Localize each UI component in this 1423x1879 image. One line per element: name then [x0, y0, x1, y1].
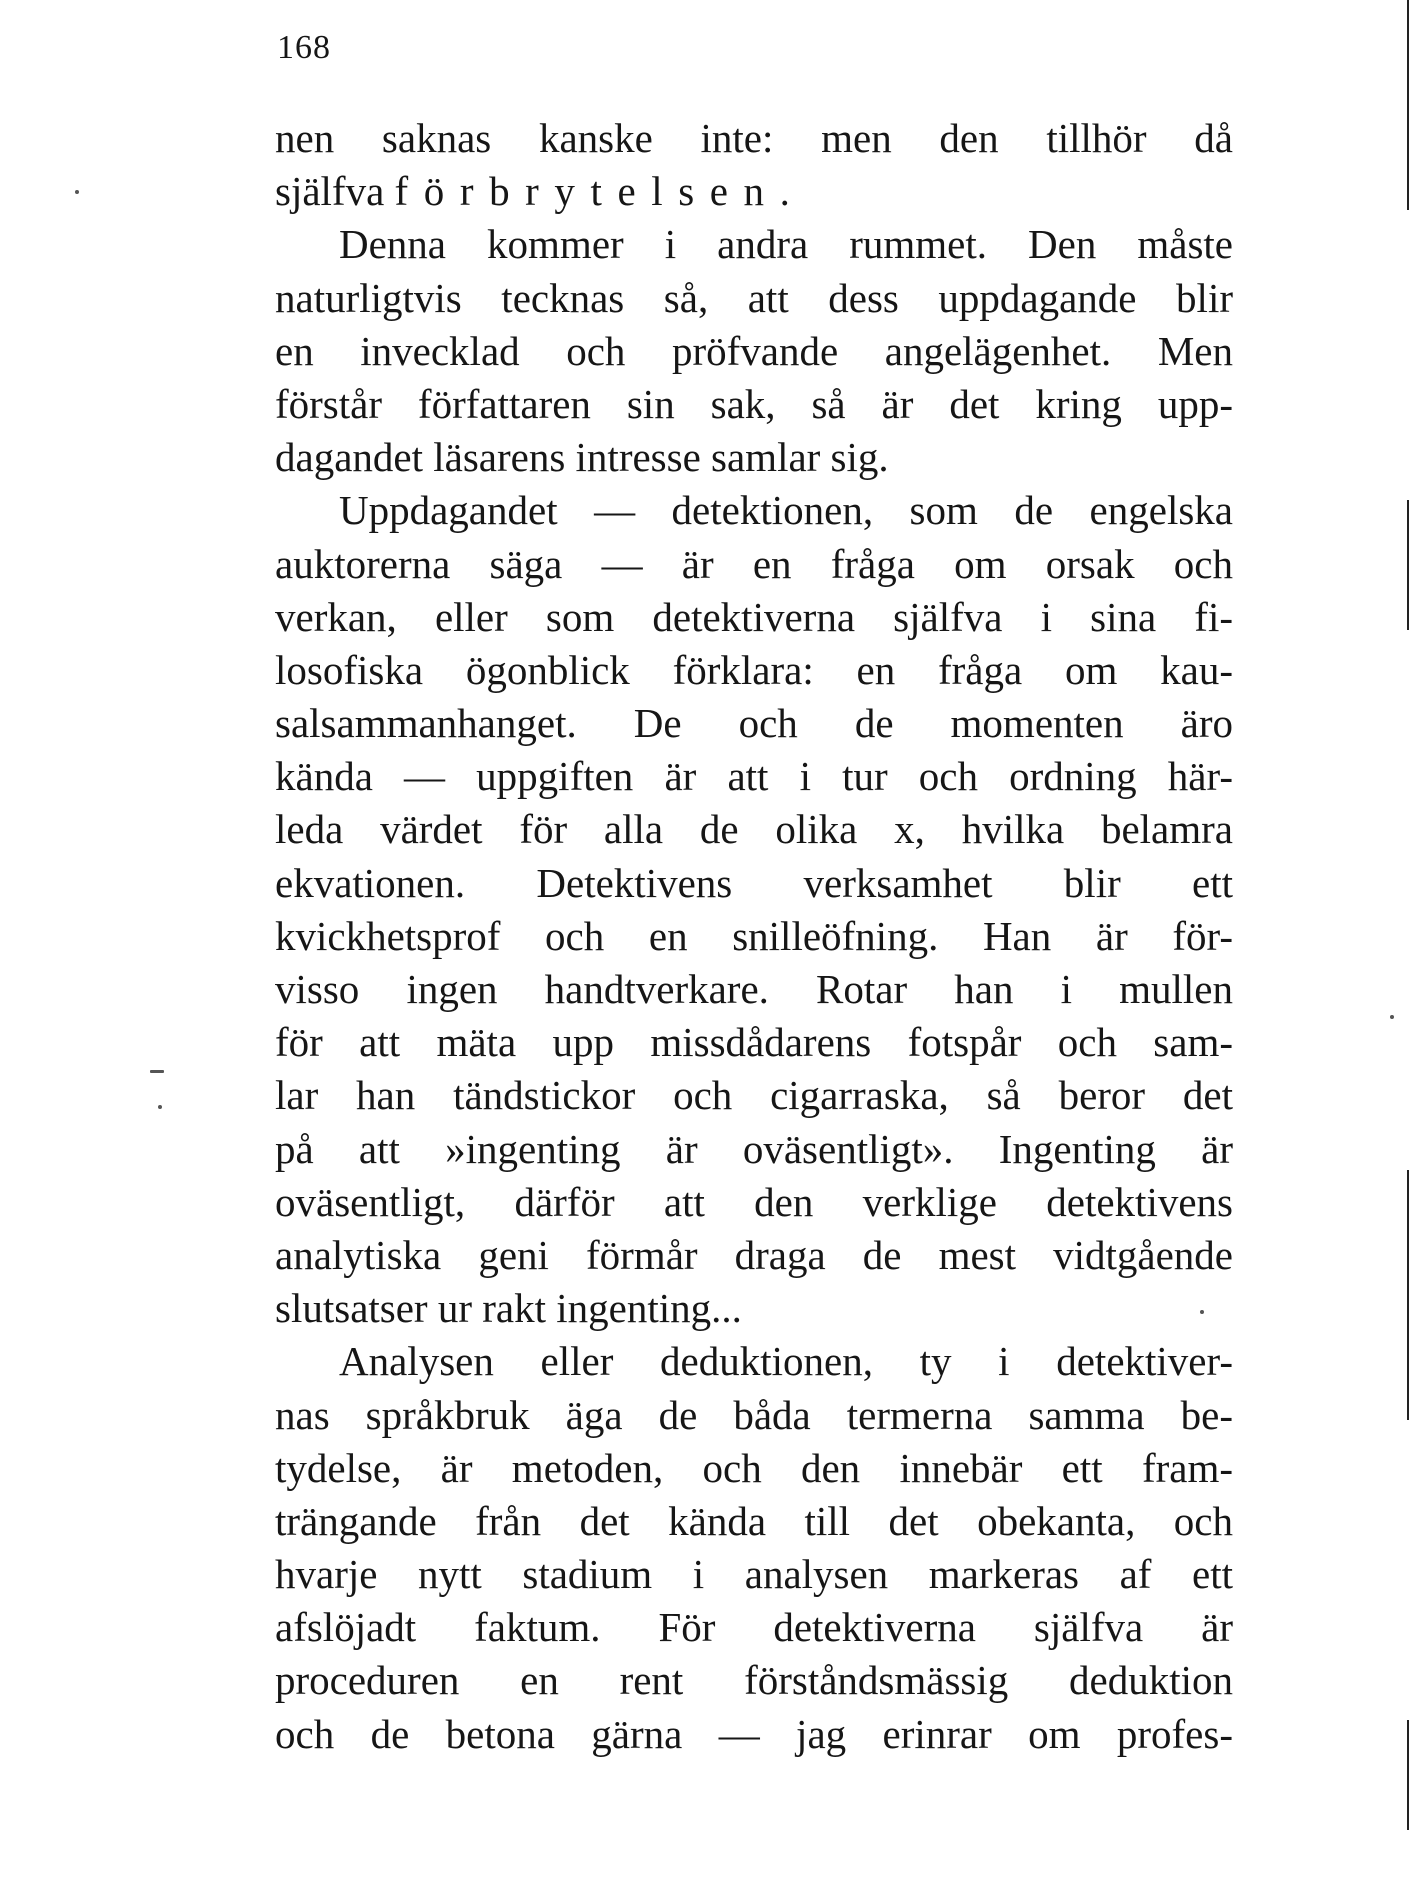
text-line: tydelse, är metoden, och den innebär ett fram- — [275, 1444, 1233, 1491]
text-line: Denna kommer i andra rummet. Den måste — [339, 221, 1233, 268]
text-line: losofiska ögonblick förklara: en fråga om kau- — [275, 646, 1233, 693]
text-line: dagandet läsarens intresse samlar sig. — [275, 434, 889, 481]
text-line: hvarje nytt stadium i analysen markeras af ett — [275, 1551, 1233, 1598]
text-line: Analysen eller deduktionen, ty i detektiver- — [339, 1338, 1233, 1385]
text-line: nas språkbruk äga de båda termerna samma be- — [275, 1391, 1233, 1438]
text-line: analytiska geni förmår draga de mest vidtgående — [275, 1231, 1233, 1278]
text-line: verkan, eller som detektiverna själfva i sina fi- — [275, 593, 1233, 640]
text-fragment: själfva — [275, 168, 395, 215]
scan-speck — [75, 190, 79, 194]
emphasized-word: förbrytelsen — [394, 168, 780, 215]
scan-edge-mark — [1407, 1170, 1409, 1420]
body-text — [275, 112, 1233, 1761]
text-line: Uppdagandet — detektionen, som de engelska — [339, 487, 1233, 534]
text-line: kvickhetsprof och en snilleöfning. Han är för- — [275, 912, 1233, 959]
text-line: auktorerna säga — är en fråga om orsak och — [275, 540, 1233, 587]
scan-speck — [1390, 1015, 1394, 1019]
text-line: kända — uppgiften är att i tur och ordning här- — [275, 753, 1233, 800]
text-line: leda värdet för alla de olika x, hvilka belamra — [275, 806, 1233, 853]
text-fragment: . — [779, 168, 790, 215]
scan-speck — [150, 1070, 164, 1073]
scan-edge-mark — [1407, 500, 1409, 630]
text-line: en invecklad och pröfvande angelägenhet. Men — [275, 327, 1233, 374]
text-line: på att »ingenting är oväsentligt». Ingenting är — [275, 1125, 1233, 1172]
text-line: och de betona gärna — jag erinrar om profes- — [275, 1710, 1233, 1757]
scan-speck — [158, 1105, 162, 1109]
text-line: naturligtvis tecknas så, att dess uppdagande blir — [275, 274, 1233, 321]
text-line: afslöjadt faktum. För detektiverna själfva är — [275, 1604, 1233, 1651]
scan-edge-mark — [1407, 1720, 1409, 1830]
text-line: lar han tändstickor och cigarraska, så beror det — [275, 1072, 1233, 1119]
text-line: förstår författaren sin sak, så är det kring upp- — [275, 380, 1233, 427]
text-line: visso ingen handtverkare. Rotar han i mullen — [275, 966, 1233, 1012]
text-line: oväsentligt, därför att den verklige detektivens — [275, 1178, 1233, 1225]
text-line: proceduren en rent förståndsmässig deduktion — [275, 1657, 1233, 1704]
scan-edge-mark — [1407, 0, 1409, 210]
text-line: ekvationen. Detektivens verksamhet blir ett — [275, 859, 1233, 906]
text-line: trängande från det kända till det obekanta, och — [275, 1497, 1233, 1544]
text-line: för att mäta upp missdådarens fotspår och sam- — [275, 1019, 1233, 1066]
text-line: salsammanhanget. De och de momenten äro — [275, 700, 1233, 747]
scan-speck — [1200, 1310, 1204, 1314]
text-line: nen saknas kanske inte: men den tillhör då — [275, 115, 1233, 161]
text-line: slutsatser ur rakt ingenting... — [275, 1285, 742, 1332]
page-number: 168 — [277, 29, 331, 66]
text-line — [275, 165, 1233, 218]
